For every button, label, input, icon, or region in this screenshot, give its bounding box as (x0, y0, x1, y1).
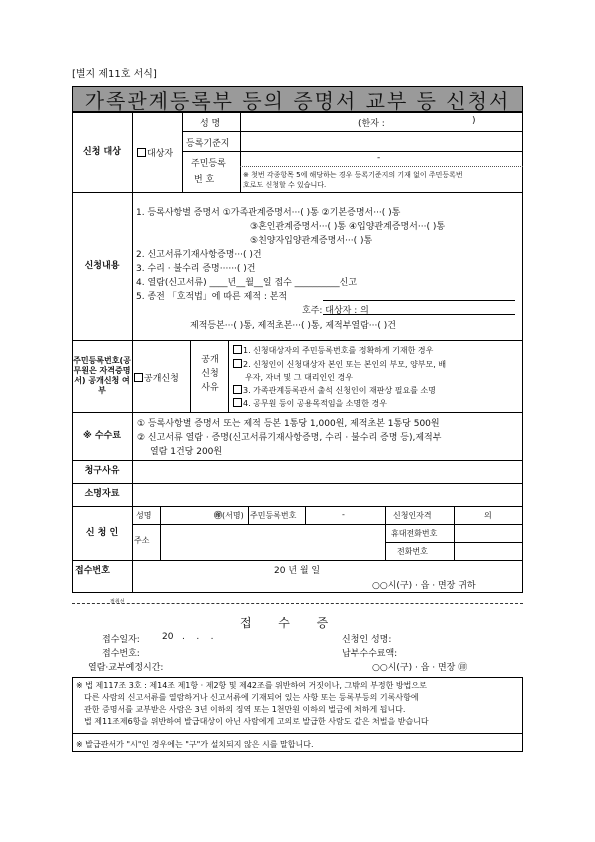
recipient-office: ○○시(구) · 읍 · 면장 귀하 (372, 581, 476, 591)
col-line (190, 340, 191, 412)
request-line-3[interactable]: 3. 수리 · 불수리 증명······( )건 (136, 264, 256, 274)
fee-line-3: 열람 1건당 200원 (150, 447, 223, 457)
row-line (72, 412, 523, 413)
receipt-number-label: 접수번호 (75, 566, 110, 576)
col-line (228, 340, 229, 412)
row-line (72, 506, 523, 507)
row-line (72, 733, 523, 734)
col-line (385, 506, 386, 560)
rrn-note-1: ※ 첫번 각종항목 5에 해당하는 경우 등록기준지의 기재 없이 주민등록번 (243, 171, 463, 179)
note-1c: 관한 증명서를 교부받은 사람은 3년 이하의 징역 또는 1천만원 이하의 벌금에 처하게 됩니다. (84, 705, 406, 714)
receipt-office (372, 660, 467, 673)
registry-label: 등록기준지 (186, 139, 230, 149)
section-request-label: 신청내용 (84, 260, 120, 271)
applicant-rrn-label: 주민등록번호 (250, 511, 297, 520)
reason-2[interactable] (233, 359, 446, 370)
receipt-applicant-name: 신청인 성명: (342, 635, 392, 645)
underline (323, 314, 515, 315)
fee-line-2: ② 신고서류 열람 · 증명(신고서류기재사항증명, 수리 · 불수리 증명 등),제적부 (137, 433, 442, 443)
table-bottom-border (72, 592, 523, 593)
reason-2-text: 2. 신청인이 신청대상자 본인 또는 본인의 부모, 양부모, 배 (243, 360, 447, 369)
section-applicant-label: 신 청 인 (85, 527, 119, 538)
row-line (182, 151, 523, 152)
row-line (132, 524, 523, 525)
checkbox-box[interactable] (137, 148, 146, 157)
note-2: ※ 발급관서가 "시"인 경우에는 "구"가 설치되지 않은 시를 말합니다. (76, 740, 314, 749)
row-line (72, 192, 523, 193)
rrn-dash[interactable]: - (377, 153, 381, 163)
dotted-line (240, 166, 523, 167)
section-disclosure-label: 주민등록번호(공무원은 자격증명서) 공개신청 여부 (73, 356, 131, 395)
reason-3-text: 3. 가족관계등록관서 출석 신청인이 재판상 필요를 소명 (243, 386, 436, 395)
col-line (240, 112, 241, 192)
checkbox-box[interactable] (134, 373, 143, 382)
application-date[interactable]: 20 년 월 일 (274, 566, 321, 576)
mobile-label: 휴대전화번호 (391, 529, 438, 538)
cut-line (72, 603, 523, 604)
address-label: 주소 (134, 536, 150, 545)
fee-line-1: ① 등록사항별 증명서 또는 제적 등본 1통당 1,000원, 제적초본 1통당 500원 (137, 419, 440, 429)
request-line-4[interactable]: 4. 열람(신고서류) ____년__월__일 접수 __________신고 (136, 278, 358, 288)
section-target-label: 신청 대상 (83, 146, 121, 157)
reason-3[interactable] (233, 385, 436, 396)
col-line (182, 112, 183, 192)
seal-icon: ㊞ (214, 511, 222, 520)
receipt-fee: 납부수수료액: (342, 649, 398, 659)
receipt-number: 접수번호: (102, 649, 140, 659)
rrn-note-2: 호로도 신청할 수 있습니다. (243, 181, 327, 189)
rrn-label-1: 주민등록 (191, 159, 226, 169)
request-line-1c[interactable]: ⑤친양자입양관계증명서···( )통 (250, 236, 373, 246)
claim-reason-label: 청구사유 (84, 466, 120, 476)
request-line-5c[interactable]: 제적등본···( )통, 제적초본···( )통, 제적부열람···( )건 (190, 321, 396, 331)
qualification-label: 신청인자격 (393, 511, 432, 520)
col-line (305, 506, 306, 524)
receipt-date-label: 접수일자: (102, 635, 140, 645)
reason-1-text: 1. 신청대상자의 주민등록번호를 정확하게 기재한 경우 (243, 346, 434, 355)
reason-4-text: 4. 공무원 등이 공용목적임을 소명한 경우 (243, 399, 387, 408)
section-fee-label: ※ 수수료 (83, 430, 121, 441)
rrn-label-2: 번 호 (194, 175, 215, 185)
row-line (72, 340, 523, 341)
note-1b: 다른 사람의 신고서류를 열람하거나 신고서류에 기재되어 있는 사항 또는 등록부등의 기록사항에 (84, 693, 419, 702)
reason-1[interactable] (233, 345, 433, 356)
sign-label: (서명) (222, 511, 244, 520)
col-line (160, 506, 161, 560)
receipt-date-value[interactable]: 20 . . . (162, 632, 214, 642)
col-line (248, 506, 249, 524)
request-line-5[interactable]: 5. 종전 「호적법」에 따른 제적 : 본적 (136, 292, 288, 302)
qualification-value[interactable]: 의 (484, 511, 492, 520)
hanja-close: ) (472, 116, 476, 126)
checkbox-label: 공개신청 (144, 374, 179, 384)
attachment-label: 소명자료 (84, 489, 120, 499)
seal-icon: ㊞ (458, 663, 468, 673)
receipt-scheduled-time: 열람·교부예정시간: (88, 663, 164, 673)
col-line (454, 506, 455, 560)
disclosure-reason-label: 공개 신청 사유 (201, 355, 219, 393)
attachment-field[interactable] (133, 484, 521, 505)
section-label-divider (132, 112, 133, 592)
applicant-rrn-dash[interactable]: - (342, 510, 345, 519)
cut-line-label: 절취선 (110, 599, 125, 605)
request-line-5b[interactable]: 호주: 대상자 : 의 (302, 306, 369, 316)
row-line (182, 131, 523, 132)
form-title: 가족관계등록부 등의 증명서 교부 등 신청서 (72, 86, 523, 112)
row-line (72, 560, 523, 561)
phone-label: 전화번호 (397, 547, 428, 556)
name-label: 성 명 (200, 119, 221, 129)
request-line-1[interactable]: 1. 등록사항별 증명서 ①가족관계증명서···( )통 ②기본증명서···( )통 (136, 208, 401, 218)
note-1d: 법 제11조제6항을 위반하여 발급대상이 아닌 사람에게 고의로 발급한 사람도 같은 처벌을 받습니다 (84, 717, 429, 726)
reason-2-cont: 우자, 자녀 및 그 대리인인 경우 (245, 373, 353, 382)
address-field[interactable] (162, 526, 382, 558)
request-line-1b[interactable]: ③혼인관계증명서···( )통 ④입양관계증명서···( )통 (250, 222, 446, 232)
underline (323, 300, 515, 301)
checkbox-label: 대상자 (147, 149, 174, 159)
signature-field[interactable] (214, 510, 244, 521)
table-top-border (72, 112, 523, 113)
claim-reason-field[interactable] (133, 461, 521, 482)
applicant-name-label: 성명 (136, 511, 152, 520)
disclosure-checkbox[interactable] (134, 371, 179, 384)
hanja-label[interactable]: (한자 : (358, 119, 385, 129)
receipt-title: 접 수 증 (240, 616, 329, 630)
reason-4[interactable] (233, 398, 387, 409)
receipt-office-text: ○○시(구) · 읍 · 면장 (372, 663, 456, 673)
form-number-label: [별지 제11호 서식] (72, 69, 157, 80)
note-1a: ※ 법 제117조 3호 : 제14조 제1항 · 제2항 및 제42조를 위반하여 거짓이나, 그밖의 부정한 방법으로 (76, 681, 427, 690)
table-right-border (522, 112, 523, 592)
request-line-2[interactable]: 2. 신고서류기재사항증명···( )건 (136, 250, 262, 260)
target-person-checkbox[interactable] (137, 146, 173, 159)
